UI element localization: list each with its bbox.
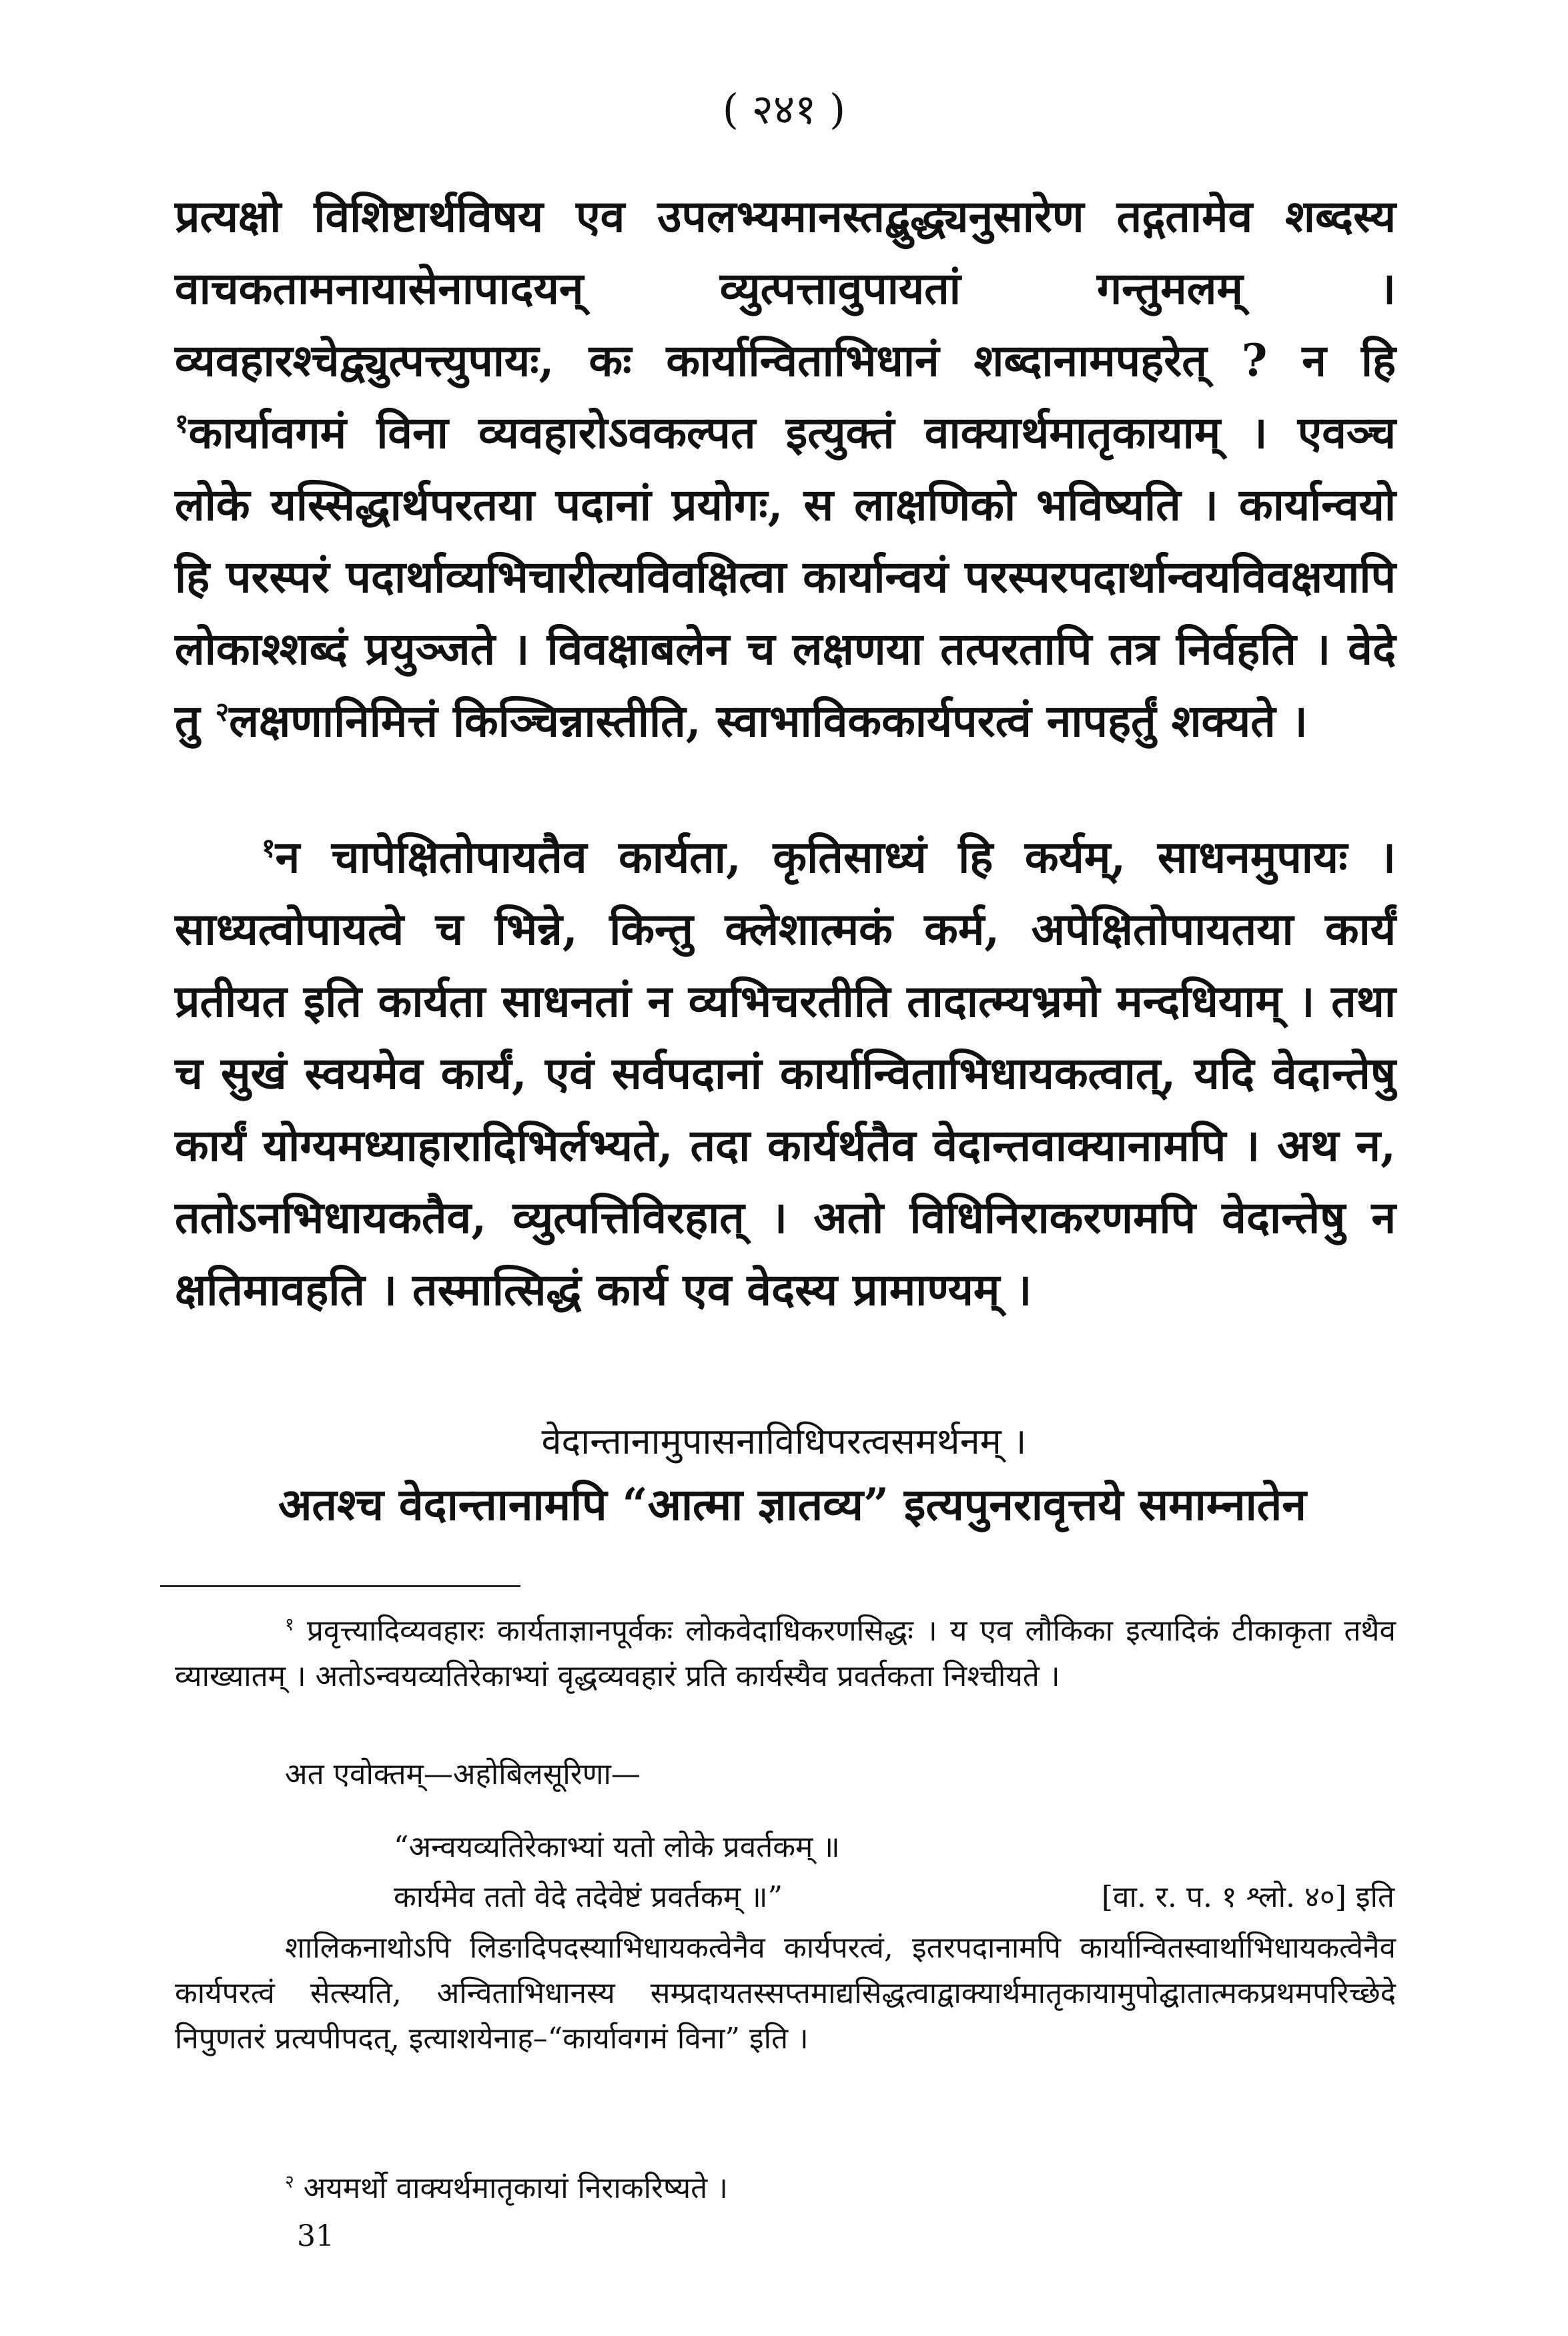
page-number: ( २४१ ) — [722, 85, 846, 133]
footnote-2 — [175, 2166, 1396, 2211]
footnote-1-continuation — [175, 1926, 1396, 2062]
paragraph-1 — [175, 180, 1396, 757]
footnote-1-intro-text: अत एवोक्तम्—अहोबिलसूरिणा— — [285, 1757, 641, 1791]
paragraph-1-inline-mark-2: २ — [215, 697, 230, 727]
section-heading: वेदान्तानामुपासनाविधिपरत्वसमर्थनम् । — [541, 1420, 1027, 1462]
footnote-1 — [175, 1609, 1396, 1699]
footnote-1-mark: १ — [285, 1614, 294, 1635]
footnote-1-intro — [175, 1752, 1396, 1797]
footnote-2-body: अयमर्थो वाक्यर्थमातृकायां निराकरिष्यते । — [303, 2171, 728, 2205]
footnote-2-text — [175, 2166, 1396, 2211]
verse-line-2: कार्यमेव ततो वेदे तदेवेष्टं प्रवर्तकम् ॥” — [394, 1880, 783, 1914]
paragraph-1-body: प्रत्यक्षो विशिष्टार्थविषय एव उपलभ्यमानस्तद्बुद्ध्यनुसारेण तद्गतामेव शब्दस्य वाचकतामनायासेनापादयन् व्युत्पत्तावुपायतां गन्तुमलम् । व्यवहारश्चेद्व्युत्पत्त्युपायः, कः कार्यान्विताभिधानं शब्दानामपहरेत् ? न हि $^१$कार्यावगमं विना व्यवहारोऽवकल्पत इत्युक्तं वाक्यार्थमातृकायाम् । एवञ्च लोके यस्सिद्धार्थपरतया पदानां प्रयोगः, स लाक्षणिको भविष्यति । कार्यान्वयो हि परस्परं पदार्थाव्यभिचारीत्यविवक्षित्वा कार्यान्वयं परस्परपदार्थान्वयविवक्षयापि लोकाश्शब्दं प्रयुञ्जते । विवक्षाबलेन च लक्षणया तत्परतापि तत्र निर्वहति । वेदे तु $^२$लक्षणानिमित्तं किञ्चिन्नास्तीति, स्वाभाविककार्यपरत्वं नापहर्तुं शक्यते । — [175, 190, 1396, 747]
footnote-1-continuation-text: शालिकनाथोऽपि लिङादिपदस्याभिधायकत्वेनैव कार्यपरत्वं, इतरपदानामपि कार्यान्वितस्वार्थाभिधायकत्वेनैव कार्यपरत्वं सेत्स्यति, अन्विताभिधानस्य सम्प्रदायतस्सप्तमाद्यसिद्धत्वाद्वाक्यार्थमातृकायामुपोद्घातात्मकप्रथमपरिच्छेदे निपुणतरं प्रत्यपीपदत्, इत्याशयेनाह–“कार्यावगमं विना” इति । — [175, 1931, 1396, 2056]
footnote-1-text — [175, 1609, 1396, 1699]
paragraph-2-text — [175, 821, 1396, 1326]
paragraph-3-text: अतश्च वेदान्तानामपि “आत्मा ज्ञातव्य” इत्यपुनरावृत्तये समाम्नातेन — [278, 1478, 1306, 1530]
paragraph-2-footnote-mark: १ — [262, 833, 276, 864]
paragraph-2 — [175, 821, 1396, 1326]
footnote-divider — [160, 1585, 520, 1587]
paragraph-2-body: न चापेक्षितोपायतैव कार्यता, कृतिसाध्यं हि कर्यम्, साधनमुपायः । साध्यत्वोपायत्वे च भिन्ने, किन्तु क्लेशात्मकं कर्म, अपेक्षितोपायतया कार्यं प्रतीयत इति कार्यता साधनतां न व्यभिचरतीति तादात्म्यभ्रमो मन्दधियाम् । तथा च सुखं स्वयमेव कार्यं, एवं सर्वपदानां कार्यान्विताभिधायकत्वात्, यदि वेदान्तेषु कार्यं योग्यमध्याहारादिभिर्लभ्यते, तदा कार्यर्थतैव वेदान्तवाक्यानामपि । अथ न, ततोऽनभिधायकतैव, व्युत्पत्तिविरहात् । अतो विधिनिराकरणमपि वेदान्तेषु न क्षतिमावहति । तस्मात्सिद्धं कार्य एव वेदस्य प्रामाण्यम् । — [175, 831, 1396, 1316]
verse-citation: [वा. र. प. १ श्लो. ४०] इति — [1101, 1880, 1395, 1914]
paragraph-1-text — [175, 180, 1396, 757]
verse-line-1: “अन्वयव्यतिरेकाभ्यां यतो लोके प्रवर्तकम् ॥ — [394, 1830, 840, 1864]
folio-signature: 31 — [297, 2219, 334, 2253]
footnote-2-mark: २ — [285, 2171, 294, 2193]
verse-line-2-row — [394, 1875, 1395, 1916]
footnote-1-body: प्रवृत्त्यादिव्यवहारः कार्यताज्ञानपूर्वकः लोकवेदाधिकरणसिद्धः । य एव लौकिका इत्यादिकं टीकाकृता तथैव व्याख्यातम् । अतोऽन्वयव्यतिरेकाभ्यां वृद्धव्यवहारं प्रति कार्यस्यैव प्रवर्तकता निश्चीयते । — [175, 1614, 1396, 1693]
paragraph-1-inline-mark-1: १ — [175, 408, 189, 439]
paragraph-3 — [175, 1468, 1396, 1540]
